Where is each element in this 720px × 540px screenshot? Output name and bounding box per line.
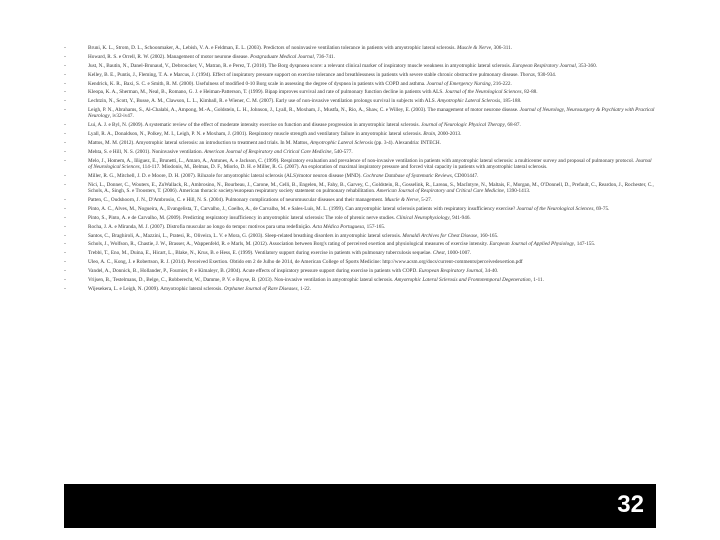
reference-text: Trebbi, T., Eno, M., Duina, E., Hicart, L., Blake, N., Krus, B. e Hess, E. (1999). Ventilatory support during exercise in patients with pulmonary tuberculosis sequelae. — [88, 250, 433, 257]
reference-item — [64, 215, 656, 221]
reference-details: , 941-946. — [449, 214, 471, 221]
reference-details: , 540-577. — [331, 149, 353, 155]
reference-source: European Respiratory Journal — [512, 62, 576, 69]
reference-text: Schols, J., Wolfson, R., Chastie, J. W., Brasser, A., Wappenfeld, R. e Marls, M. (2012). Association between Borg's rating of perceived exertion and physiological measures of exercise intensity. — [88, 241, 490, 248]
reference-item — [64, 277, 656, 283]
bullet-icon: - — [64, 241, 66, 248]
reference-source: Muscle & Nerve — [384, 196, 419, 203]
reference-text: Pinto, S., Pinto, A. e de Carvalho, M. (2009). Predicting respiratory insufficiency in amyotrophic lateral sclerosis: The role of phrenic nerve studies. — [88, 214, 397, 221]
reference-item — [64, 286, 656, 292]
reference-list — [64, 45, 656, 295]
reference-details: , iv32-iv47. — [109, 113, 134, 120]
reference-details: , 1-22. — [297, 285, 311, 292]
reference-text: Vandel, A., Donnick, B., Hollander, P., Fournier, P. e Kimaleyr, B. (2004). Acute effects of inspiratory pressure support during exercise in patients with COPD. — [88, 268, 419, 275]
reference-source: Muscle & Nerve — [457, 45, 491, 51]
reference-source: Clinical Neurophysiology — [396, 214, 450, 221]
reference-text: Rocha, J. A. e Miranda, M. J. (2007). Distrofia muscular ao longo do tempo: motivos para uma redefinição. — [88, 223, 313, 230]
reference-source: Chest — [432, 250, 445, 257]
bullet-icon: - — [64, 140, 66, 147]
reference-source: European Respiratory Journal — [418, 268, 483, 275]
reference-details: , 1000-1007. — [444, 250, 472, 257]
reference-item — [64, 182, 656, 194]
bullet-icon: - — [64, 45, 66, 51]
reference-details: , 147-155. — [574, 241, 596, 248]
reference-details: , 185-188. — [500, 98, 522, 105]
bullet-icon: - — [64, 259, 66, 266]
bullet-icon: - — [64, 285, 66, 292]
reference-item — [64, 197, 656, 203]
bullet-icon: - — [64, 196, 66, 203]
reference-source: Journal of Neurologic Physical Therapy — [421, 122, 505, 129]
reference-details: , 1390-1413. — [503, 188, 531, 195]
reference-item — [64, 140, 656, 146]
reference-item — [64, 54, 656, 60]
reference-text: Kleopa, K. A., Sherman, M., Neal, B., Romano, G. J. e Heiman-Patterson, T. (1999). Bipap improves survival and rate of pulmonary function decline in patients with ALS. — [88, 89, 445, 96]
reference-text: Howard, R. S. e Orrell, R. W. (2002). Management of motor neurone disease. — [88, 53, 251, 60]
bullet-icon: - — [64, 107, 66, 114]
bullet-icon: - — [64, 276, 66, 283]
reference-item — [64, 63, 656, 69]
reference-item — [64, 45, 656, 51]
reference-source: Journal of the Neurological Sciences — [444, 89, 522, 96]
reference-item — [64, 131, 656, 137]
reference-details: (pp. 3-4). Alexandria: INTECH. — [373, 140, 441, 147]
reference-source: Amyotrophic Lateral Sclerosis — [310, 140, 374, 147]
reference-source: European Journal of Applied Physiology — [489, 241, 575, 248]
reference-source: Orphanet Journal of Rare Diseases — [223, 285, 298, 292]
bullet-icon: - — [64, 232, 66, 239]
reference-text: Kelley, B. E., Puntis, J., Fleming, T. A. e Marcus, J. (1994). Effect of inspiratory pressure support on exercise tolerance and breathlessness in patients with severe stable chronic obstructive pulmonary disease. — [88, 71, 520, 78]
reference-item — [64, 268, 656, 274]
reference-item — [64, 259, 656, 265]
reference-details: , 34-40. — [482, 268, 499, 275]
reference-source: Acta Médica Portuguesa — [312, 223, 365, 230]
reference-details: , 306-311. — [491, 45, 512, 51]
bullet-icon: - — [64, 80, 66, 87]
reference-text: Miller, R. G., Mitchell, J. D. e Moore, D. H. (2007). Riluzole for amyotrophic lateral sclerosis (ALS)/motor neuron disease (MND). — [88, 172, 363, 179]
reference-text: Nici, L., Donner, C., Wouters, E., ZuWallack, R., Ambrosino, N., Bourbeau, J., Carone, M., Celli, B., Engelen, M., Fahy, B., Garvey, C., Goldstein, R., Gosselink, R., Lareau, S., MacIntyre, N., Maltais, F., Morgan, M., O'Donnell, D., Prefault, C., Reardon, J., Rochester, C., Schols, A., Singh, S. e Troosters, T. (2006). American thoracic society/european respiratory society statement on pulmonary rehabilitation. — [88, 181, 654, 195]
bullet-icon: - — [64, 214, 66, 221]
reference-details: , 930-934. — [535, 71, 557, 78]
reference-details: , 157-165. — [364, 223, 386, 230]
reference-text: Mehta, S. e Hill, N. S. (2001). Noninvasive ventilation. — [88, 149, 205, 155]
bullet-icon: - — [64, 157, 66, 164]
reference-text: Uleo, A. C., Kong, J. e Robertson, R. J. (2014). Perceived Exertion. Obtido em 2 de Julho de 2014, de American College of Sports Medicine: http://www.acsm.org/docs/current-comments/perceivedexertion.pdf — [88, 259, 523, 266]
reference-item — [64, 72, 656, 78]
reference-item — [64, 158, 656, 170]
bullet-icon: - — [64, 172, 66, 179]
reference-source: Amyotrophic Lateral Sclerosis and Frontotemporal Degeneration — [394, 276, 531, 283]
bullet-icon: - — [64, 149, 66, 155]
reference-text: Leigh, P. N., Abrahams, S., Al-Chalabi, A., Ampong, M.-A., Goldstein, L. H., Johnson, J., Lyall, R., Moxham, J., Mustfa, N., Rio, A., Shaw, C. e Willey, E. (2003). The management of motor neurone disease. — [88, 107, 520, 114]
reference-source: Thorax — [520, 71, 535, 78]
reference-text: Melo, J., Homem, A., Iñiguez, E., Brunetti, L., Amaro, A., Antunes, A. e Jackson, C. (1999). Respiratory evaluation and prevalence of non-invasive ventilation in patients with amyotrophic lateral sclerosis: a multicenter survey and proposal of pulmonary protocol. — [88, 157, 636, 164]
reference-source: Cochrane Database of Systematic Reviews — [362, 172, 452, 179]
bullet-icon: - — [64, 71, 66, 78]
page-number: 32 — [617, 491, 644, 518]
reference-details: , 353-360. — [575, 62, 597, 69]
reference-details: , 216-222. — [490, 80, 512, 87]
reference-source: Amyotrophic Lateral Sclerosis — [437, 98, 501, 105]
reference-item — [64, 122, 656, 128]
reference-item — [64, 89, 656, 95]
reference-item — [64, 250, 656, 256]
reference-details: , 114-117. Miodonis, M., Belmas, D. F., Miorlo, D. H. e Miller, R. G. (2007). An exploration of maximal inspiratory pressure and forced vital capacity in patients with amyotrophic lateral sclerosis. — [139, 164, 548, 171]
reference-text: Wijesekera, L. e Leigh, N. (2009). Amyotrophic lateral sclerosis. — [88, 285, 224, 292]
bullet-icon: - — [64, 122, 66, 129]
reference-text: Lechtzin, N., Scott, Y., Busse, A. M., Clawson, L. L., Kimball, R. e Wiener, C. M. (2007). Early use of non-invasive ventilation prolongs survival in subjects with ALS. — [88, 98, 438, 105]
reference-source: Journal of Neurological Sciences — [88, 157, 652, 171]
reference-source: Brain — [423, 131, 436, 138]
reference-text: Kendrick, K. R., Baxi, S. C. e Smith, R. M. (2000). Usefulness of modified 0-10 Borg scale in assessing the degree of dyspnea in patients with COPD and asthma. — [88, 80, 427, 87]
reference-text: Lyall, R. A., Donaldson, N., Polkey, M. I., Leigh, P. N. e Moxham, J. (2001). Respiratory muscle strength and ventilatory failure in amyotrophic lateral sclerosis. — [88, 131, 424, 138]
bullet-icon: - — [64, 131, 66, 138]
bullet-icon: - — [64, 53, 66, 60]
reference-details: , 2000-2013. — [435, 131, 462, 138]
reference-text: Patten, C., Oudshoorn, J. N., D'Ambrosio, C. e Hill, N. S. (2004). Pulmonary complications of neuromuscular diseases and their management. — [88, 196, 385, 203]
reference-source: Postgraduate Medical Journal — [250, 53, 314, 60]
bullet-icon: - — [64, 98, 66, 105]
reference-text: Mattos, M. M. (2012). Amyotrophic lateral sclerosis: an introduction to treatment and trials. In M. Mattos, — [88, 140, 311, 147]
reference-text: Pinto, A. C., Alves, M., Nogueira, A., Evangelista, T., Carvalho, J., Coelho, A., de Carvalho, M. e Sales-Luís, M. L. (1999). Can amyotrophic lateral sclerosis patients with respiratory insufficiency exercise? — [88, 205, 517, 212]
reference-item — [64, 149, 656, 155]
reference-source: Journal of Neurology, Neurosurgery & Psychiatry with Practical Neurology — [88, 107, 655, 120]
footer-bar — [64, 484, 656, 528]
bullet-icon: - — [64, 89, 66, 96]
reference-item — [64, 81, 656, 87]
bullet-icon: - — [64, 223, 66, 230]
reference-text: Just, N., Bautin, N., Danel-Brunaud, V., Debroucker, V., Matran, R. e Perez, T. (2010). The Borg dyspnoea score: a relevant clinical marker of inspiratory muscle weakness in amyotrophic lateral sclerosis. — [88, 62, 513, 69]
reference-details: , 736-741. — [313, 53, 335, 60]
reference-details: , 1-11. — [530, 276, 544, 283]
reference-source: Journal of Emergency Nursing — [426, 80, 491, 87]
reference-source: Monaldi Archives for Chest Disease — [402, 232, 478, 239]
reference-item — [64, 206, 656, 212]
bullet-icon: - — [64, 205, 66, 212]
reference-source: American Journal of Respiratory and Critical Care Medicine — [376, 188, 504, 195]
reference-item — [64, 233, 656, 239]
reference-text: Lui, A. J. e Byl, N. (2009). A systematic review of the effect of moderate intensity exercise on function and disease progression in amyotrophic lateral sclerosis. — [88, 122, 422, 129]
reference-item — [64, 98, 656, 104]
reference-details: , 82-88. — [521, 89, 538, 96]
reference-item — [64, 241, 656, 247]
reference-item — [64, 224, 656, 230]
reference-source: Journal of the Neurological Sciences — [516, 205, 594, 212]
reference-source: American Journal of Respiratory and Critical Care Medicine — [204, 149, 332, 155]
reference-item — [64, 107, 656, 119]
reference-details: , 68-87. — [504, 122, 521, 129]
bullet-icon: - — [64, 181, 66, 188]
reference-text: Santos, C., Braghiroli, A., Mazzini, L., Pratesi, R., Oliveira, L. V. e Mora, G. (2003). Sleep-related breathing disorders in amyotrophic lateral sclerosis. — [88, 232, 403, 239]
reference-details: , CD001447. — [451, 172, 479, 179]
bullet-icon: - — [64, 62, 66, 69]
reference-details: , 160-165. — [477, 232, 499, 239]
reference-details: , 69-75. — [593, 205, 610, 212]
bullet-icon: - — [64, 250, 66, 257]
reference-text: Bruni, K. L., Strom, D. L., Schoonmaker, A., Lebish, V. A. e Feldman, E. L. (2003). Predictors of noninvasive ventilation tolerance in patients with amyotrophic lateral sclerosis. — [88, 45, 457, 51]
reference-details: , 5-27. — [418, 196, 432, 203]
bullet-icon: - — [64, 268, 66, 275]
reference-item — [64, 173, 656, 179]
reference-text: Vrijsen, B., Testelmans, D., Belge, C., Robberecht, W., Damme, P. V. e Buyse, B. (2013). Non-invasive ventilation in amyotrophic lateral sclerosis. — [88, 276, 395, 283]
